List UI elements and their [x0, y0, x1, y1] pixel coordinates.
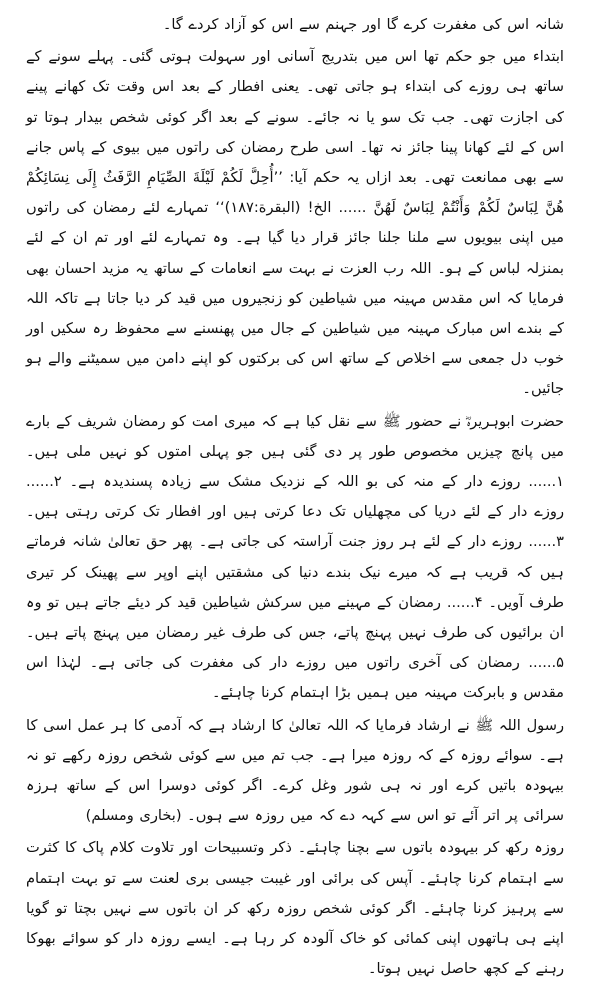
paragraph-1: شانہ اس کی مغفرت کرے گا اور جہنم سے اس کو آزاد کردے گا۔: [162, 16, 564, 33]
paragraph-3: حضرت ابوہریرہؓ نے حضور ﷺ سے نقل کیا ہے کہ میری امت کو رمضان شریف کے بارے میں پانچ چیزیں مخصوص طور پر دی گئی ہیں جو پہلی امتوں کو نہیں ملی ہیں۔ ۱...... روزے دار کے منہ کی بو اللہ کے نزدیک مشک سے زیادہ پسندیدہ ہے۔ ۲...... روزے دار کے لئے دریا کی مچھلیاں تک دعا کرتی ہیں اور افطار تک کرتی رہتی ہیں۔ ۳...... روزے دار کے لئے ہر روز جنت آراستہ کی جاتی ہے۔ پھر حق تعالیٰ شانہ فرماتے ہیں کہ قریب ہے کہ میرے نیک بندے دنیا کی مشقتیں اپنے اوپر سے پھینک کر تیری طرف آویں۔ ۴...... رمضان کے مہینے میں سرکش شیاطین قید کر دیئے جاتے ہیں تو وہ ان برائیوں کی طرف نہیں پہنچ پاتے، جس کی طرف غیر رمضان میں پہنچ پاتے ہیں۔ ۵...... رمضان کی آخری راتوں میں روزے دار کی مغفرت کی جاتی ہے۔ لہٰذا اس مقدس و بابرکت مہینہ میں ہمیں بڑا اہتمام کرنا چاہئے۔: [26, 412, 564, 702]
paragraph-2: ابتداء میں جو حکم تھا اس میں بتدریج آسانی اور سہولت ہوتی گئی۔ پہلے سونے کے ساتھ ہی روزے کی ابتداء ہو جاتی تھی۔ یعنی افطار کے بعد اس وقت تک کھانے پینے کی اجازت تھی۔ جب تک سو یا نہ جائے۔ سونے کے بعد اگر کوئی شخص بیدار ہوتا تو اس کے لئے کھانا پینا جائز نہ تھا۔ اسی طرح رمضان کی راتوں میں بیوی کے پاس جانے سے بھی ممانعت تھی۔ بعد ازاں یہ حکم آیا: ’’أُحِلَّ لَكُمْ لَيْلَةَ الصِّيَامِ الرَّفَثُ إِلَى نِسَائِكُمْ هُنَّ لِبَاسٌ لَكُمْ وَأَنْتُمْ لِبَاسٌ لَهُنَّ ...... الخ! (البقرة:۱۸۷)‘‘ تمہارے لئے رمضان کی راتوں میں اپنی بیویوں سے ملنا جلنا جائز قرار دیا گیا ہے۔ وہ تمہارے لئے اور تم ان کے لئے بمنزلہ لباس کے ہو۔ اللہ رب العزت نے بہت سے انعامات کے ساتھ یہ مزید احسان بھی فرمایا کہ اس مقدس مہینہ میں شیاطین کو زنجیروں میں قید کر دیا جاتا ہے تاکہ اللہ کے بندے اس مبارک مہینہ میں شیاطین کے جال میں پھنسنے سے محفوظ رہ سکیں اور خوب دل جمعی سے اخلاص کے ساتھ اس کی برکتوں کو اپنے دامن میں سمیٹنے والے ہو جائیں۔: [26, 48, 564, 398]
paragraph-4: رسول اللہ ﷺ نے ارشاد فرمایا کہ اللہ تعالیٰ کا ارشاد ہے کہ آدمی کا ہر عمل اسی کا ہے۔ سوائے روزہ کے کہ روزہ میرا ہے۔ جب تم میں سے کوئی شخص روزہ رکھے تو نہ بیہودہ باتیں کرے اور نہ ہی شور وغل کرے۔ اگر کوئی دوسرا اس کے ساتھ ہرزہ سرائی پر اتر آئے تو اس سے کہہ دے کہ میں روزہ سے ہوں۔ (بخاری ومسلم): [26, 716, 564, 825]
paragraph-5: روزہ رکھ کر بیہودہ باتوں سے بچنا چاہئے۔ ذکر وتسبیحات اور تلاوت کلام پاک کا کثرت سے اہتمام کرنا چاہئے۔ آپس کی برائی اور غیبت جیسی بری لعنت سے تو بہت اہتمام سے پرہیز کرنا چاہئے۔ اگر کوئی شخص روزہ رکھ کر ان باتوں سے نہیں بچتا تو گویا اپنے ہی ہاتھوں اپنی کمائی کو خاک آلودہ کر رہا ہے۔ ایسے روزہ دار کو سوائے بھوکا رہنے کے کچھ حاصل نہیں ہوتا۔: [26, 839, 564, 978]
